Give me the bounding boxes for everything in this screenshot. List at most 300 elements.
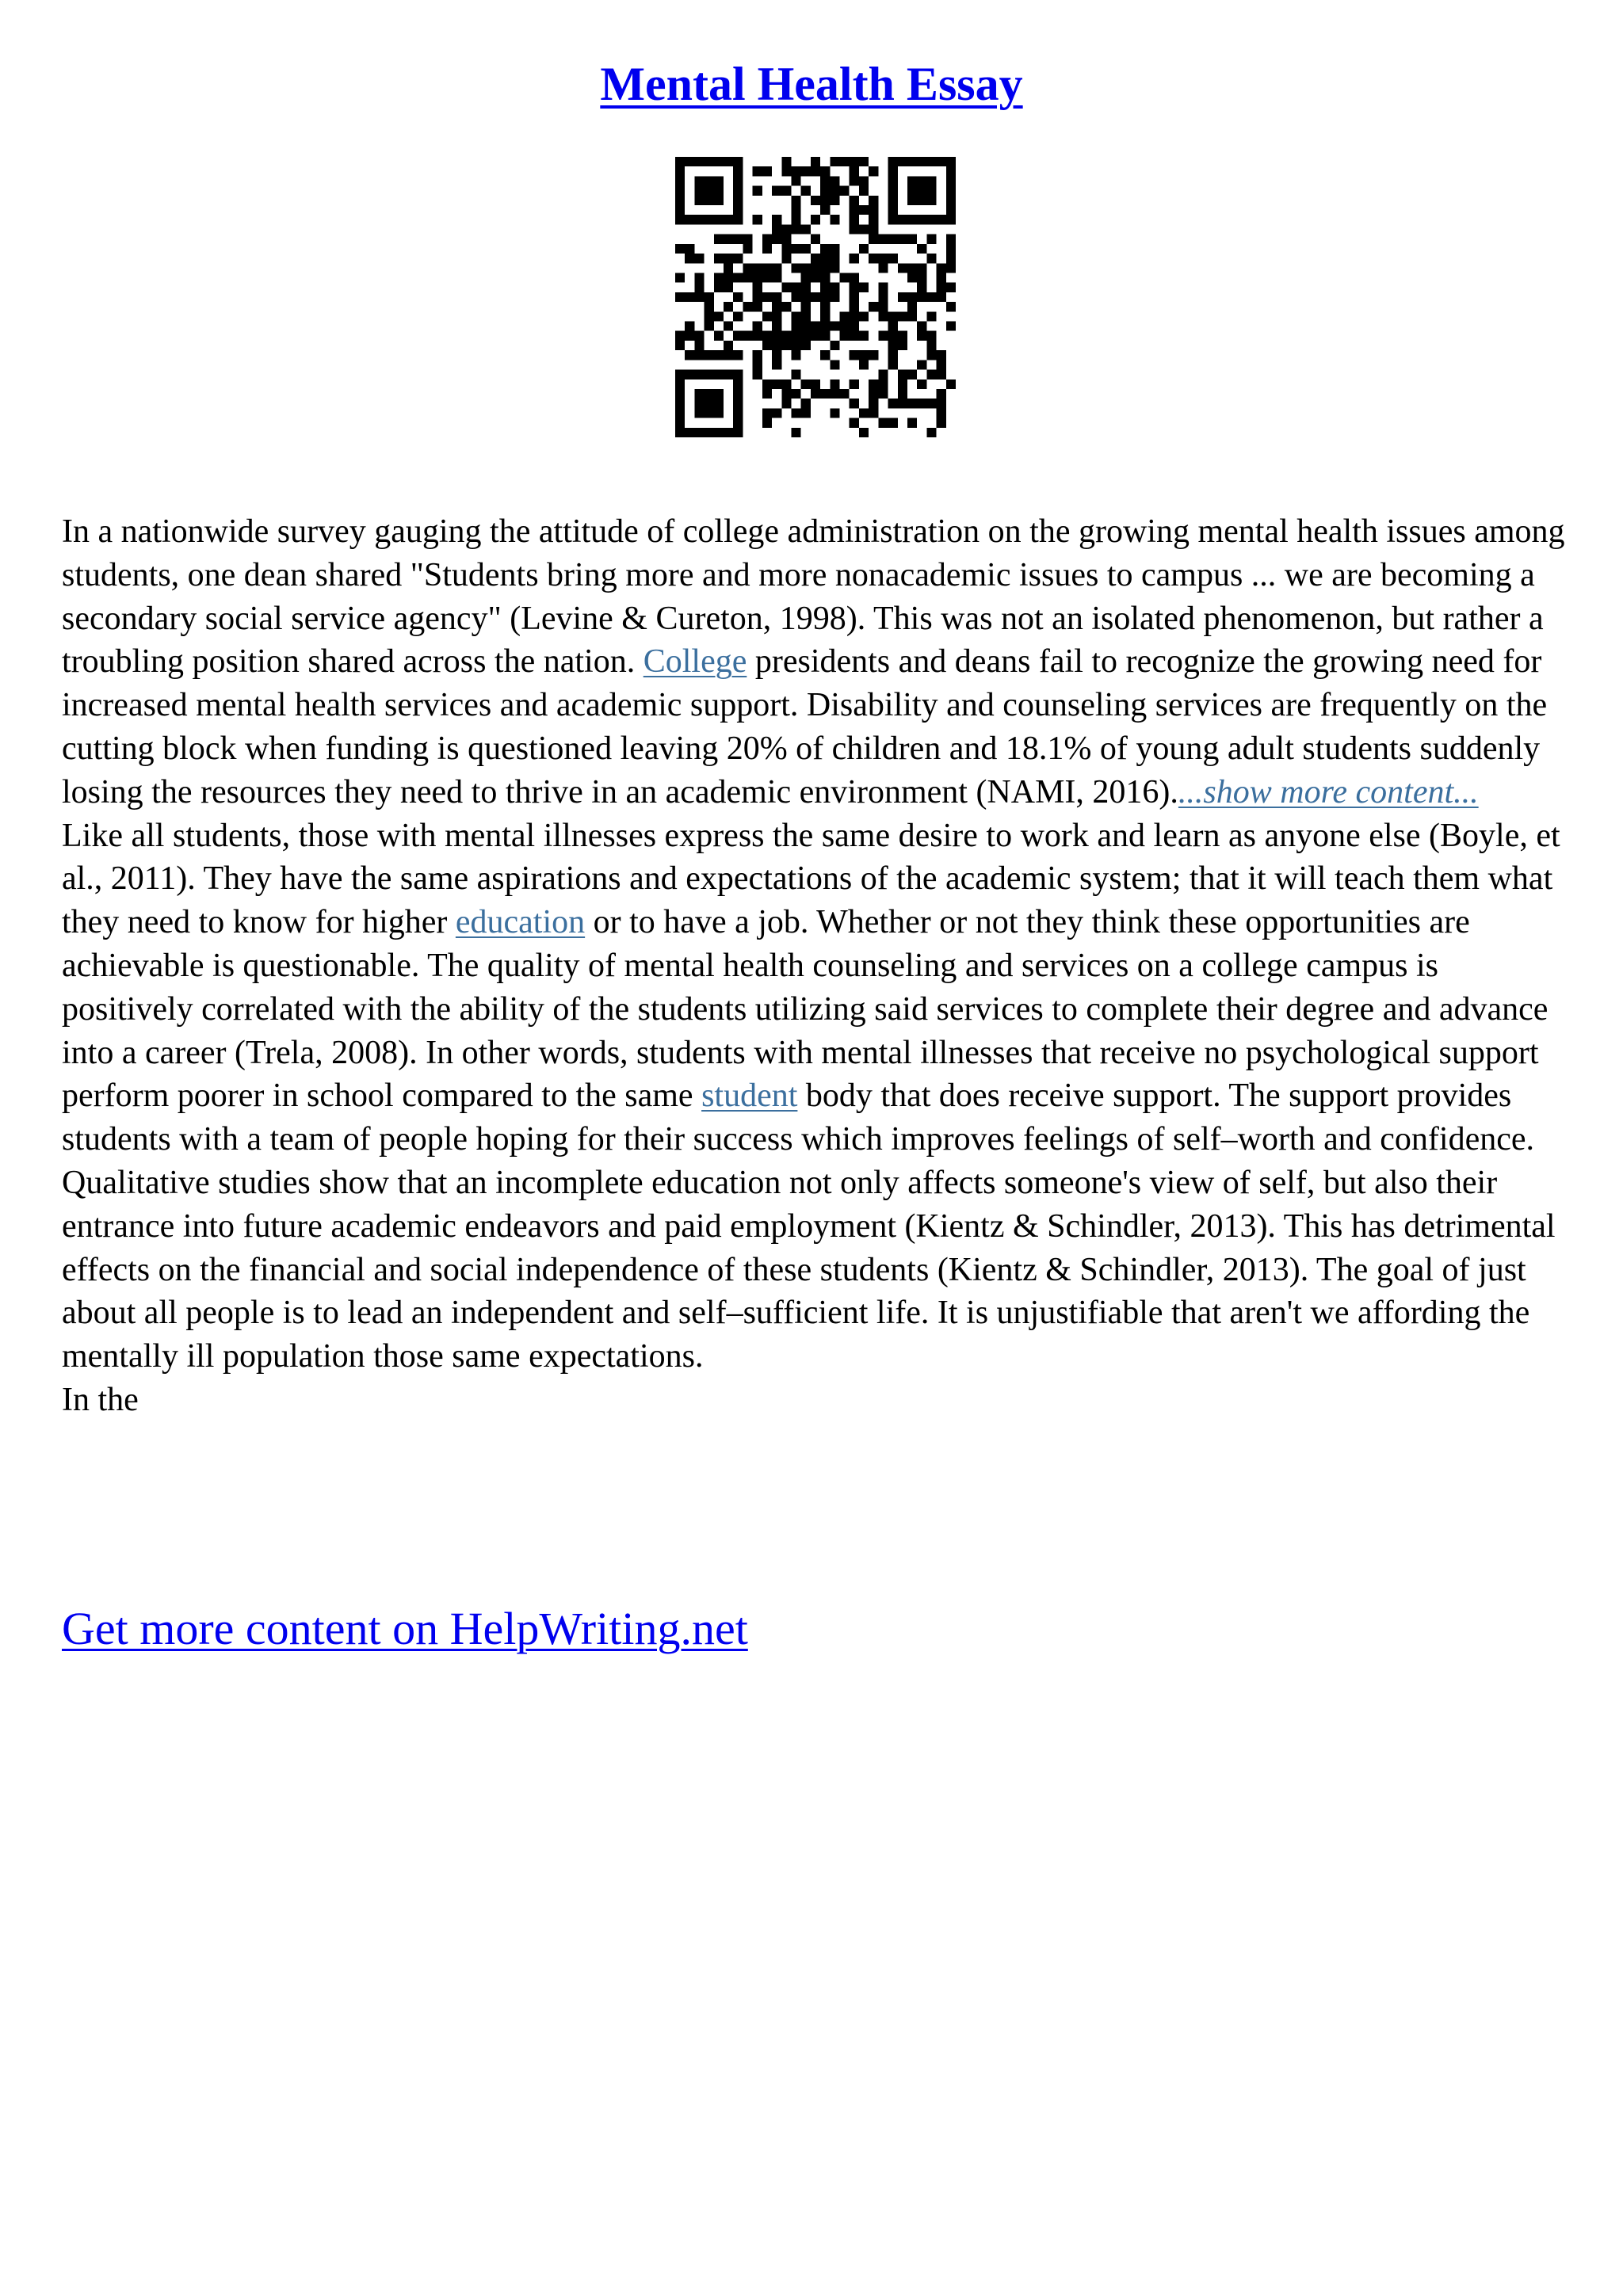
qr-module	[791, 370, 800, 379]
qr-module	[705, 196, 714, 205]
qr-module	[705, 311, 714, 321]
qr-module	[811, 215, 820, 224]
qr-module	[820, 254, 830, 263]
qr-module	[791, 389, 800, 399]
qr-module	[937, 263, 946, 273]
qr-module	[772, 273, 781, 282]
qr-module	[869, 389, 878, 399]
qr-module	[830, 186, 839, 196]
qr-module	[898, 263, 907, 273]
qr-module	[694, 408, 704, 418]
qr-module	[714, 370, 724, 379]
qr-module	[753, 263, 762, 273]
qr-module	[907, 418, 917, 428]
qr-module	[946, 235, 956, 244]
qr-module	[705, 408, 714, 418]
qr-module	[694, 176, 704, 185]
qr-module	[801, 322, 811, 331]
qr-module	[753, 350, 762, 360]
qr-module	[781, 166, 791, 176]
qr-module	[859, 408, 869, 418]
qr-module	[801, 283, 811, 292]
qr-module	[926, 292, 936, 302]
qr-module	[878, 263, 888, 273]
qr-module	[694, 350, 704, 360]
qr-module	[917, 331, 926, 341]
qr-module	[926, 176, 936, 185]
qr-module	[675, 166, 685, 176]
qr-module	[811, 196, 820, 205]
qr-module	[898, 331, 907, 341]
qr-module	[888, 341, 898, 350]
qr-module	[675, 370, 685, 379]
qr-module	[946, 176, 956, 185]
qr-module	[859, 350, 869, 360]
qr-module	[753, 215, 762, 224]
qr-module	[705, 399, 714, 408]
qr-module	[772, 311, 781, 321]
qr-module	[859, 311, 869, 321]
qr-module	[946, 205, 956, 215]
qr-module	[850, 283, 859, 292]
show-more-link[interactable]: ...show more content...	[1178, 773, 1479, 810]
qr-module	[801, 263, 811, 273]
essay-body	[62, 510, 1568, 1422]
college-link[interactable]: College	[643, 643, 747, 681]
essay-text: In the	[62, 1381, 139, 1418]
qr-module	[801, 166, 811, 176]
qr-module	[820, 322, 830, 331]
qr-module	[946, 166, 956, 176]
qr-module	[733, 389, 743, 399]
qr-module	[820, 263, 830, 273]
qr-module	[869, 235, 878, 244]
qr-module	[840, 322, 850, 331]
qr-module	[907, 215, 917, 224]
qr-module	[675, 157, 685, 166]
qr-module	[888, 350, 898, 360]
qr-module	[772, 215, 781, 224]
qr-module	[869, 224, 878, 234]
qr-module	[878, 235, 888, 244]
qr-module	[859, 224, 869, 234]
qr-module	[869, 408, 878, 418]
qr-module	[878, 292, 888, 302]
qr-module	[898, 292, 907, 302]
qr-module	[781, 283, 791, 292]
qr-module	[811, 263, 820, 273]
essay-text: Like all students, those with mental illnesses express the same desire to work and learn as anyone else (Boyle, et al., 2011). They have the same aspirations and expectations of the academic system; that it will teach them what they need to know for higher	[62, 817, 1560, 941]
qr-module	[714, 399, 724, 408]
qr-module	[675, 389, 685, 399]
qr-module	[733, 186, 743, 196]
qr-module	[811, 331, 820, 341]
qr-module	[888, 166, 898, 176]
qr-module	[733, 418, 743, 428]
qr-module	[850, 273, 859, 282]
qr-module	[675, 341, 685, 350]
qr-module	[830, 176, 839, 185]
qr-module	[781, 399, 791, 408]
qr-module	[791, 322, 800, 331]
qr-module	[772, 379, 781, 389]
qr-module	[733, 235, 743, 244]
qr-module	[781, 224, 791, 234]
qr-module	[791, 428, 800, 437]
qr-module	[898, 399, 907, 408]
footer-container	[62, 1602, 748, 1655]
qr-module	[724, 341, 733, 350]
qr-module	[685, 350, 694, 360]
qr-module	[850, 205, 859, 215]
qr-module	[733, 196, 743, 205]
qr-module	[781, 157, 791, 166]
qr-module	[733, 370, 743, 379]
qr-module	[705, 302, 714, 311]
qr-module	[859, 283, 869, 292]
qr-module	[743, 235, 752, 244]
qr-module	[946, 186, 956, 196]
qr-module	[714, 254, 724, 263]
qr-module	[733, 428, 743, 437]
qr-module	[753, 283, 762, 292]
qr-module	[907, 235, 917, 244]
qr-module	[946, 283, 956, 292]
page-title-link[interactable]: Mental Health Essay	[600, 58, 1023, 110]
qr-module	[791, 215, 800, 224]
qr-module	[850, 215, 859, 224]
qr-module	[878, 302, 888, 311]
qr-module	[714, 273, 724, 282]
qr-module	[917, 215, 926, 224]
qr-module	[714, 186, 724, 196]
qr-module	[811, 254, 820, 263]
qr-module	[926, 311, 936, 321]
qr-module	[791, 311, 800, 321]
qr-module	[907, 292, 917, 302]
qr-module	[840, 311, 850, 321]
qr-module	[694, 283, 704, 292]
qr-module	[926, 399, 936, 408]
qr-module	[801, 399, 811, 408]
qr-module	[840, 157, 850, 166]
qr-module	[733, 399, 743, 408]
qr-module	[820, 292, 830, 302]
qr-module	[724, 322, 733, 331]
qr-module	[937, 408, 946, 418]
qr-module	[869, 166, 878, 176]
qr-module	[791, 224, 800, 234]
qr-module	[888, 196, 898, 205]
qr-module	[791, 263, 800, 273]
qr-module	[888, 215, 898, 224]
education-link[interactable]: education	[455, 904, 586, 941]
qr-module	[878, 283, 888, 292]
qr-module	[781, 389, 791, 399]
qr-module	[888, 322, 898, 331]
qr-module	[850, 311, 859, 321]
qr-module	[694, 389, 704, 399]
qr-module	[801, 302, 811, 311]
qr-module	[772, 350, 781, 360]
qr-module	[926, 350, 936, 360]
qr-module	[850, 196, 859, 205]
qr-module	[772, 331, 781, 341]
qr-module	[694, 370, 704, 379]
qr-module	[685, 322, 694, 331]
helpwriting-link[interactable]: Get more content on HelpWriting.net	[62, 1603, 748, 1654]
qr-module	[937, 292, 946, 302]
essay-text: presidents and deans fail to recognize the growing need for increased mental health services and academic support. Disability and counseling services are frequently on the cutting block when funding is questioned leaving 20% of children and 18.1% of young adult students suddenly losing the resources they need to thrive in an academic environment (NAMI, 2016).	[62, 643, 1548, 810]
qr-module	[733, 273, 743, 282]
qr-module	[888, 235, 898, 244]
qr-module	[753, 302, 762, 311]
qr-module	[733, 176, 743, 185]
qr-module	[946, 263, 956, 273]
qr-module	[733, 254, 743, 263]
qr-module	[694, 186, 704, 196]
qr-module	[907, 399, 917, 408]
qr-module	[705, 322, 714, 331]
qr-module	[675, 428, 685, 437]
qr-module	[907, 196, 917, 205]
qr-module	[937, 350, 946, 360]
qr-module	[830, 196, 839, 205]
qr-module	[705, 292, 714, 302]
qr-module	[926, 428, 936, 437]
qr-module	[753, 370, 762, 379]
qr-module	[869, 196, 878, 205]
qr-module	[820, 331, 830, 341]
qr-module	[830, 283, 839, 292]
qr-module	[850, 379, 859, 389]
qr-module	[898, 379, 907, 389]
qr-module	[926, 157, 936, 166]
qr-module	[801, 331, 811, 341]
qr-module	[801, 379, 811, 389]
qr-module	[714, 389, 724, 399]
qr-module	[733, 292, 743, 302]
qr-module	[743, 263, 752, 273]
qr-module	[694, 428, 704, 437]
qr-module	[937, 215, 946, 224]
qr-module	[937, 389, 946, 399]
qr-module	[714, 157, 724, 166]
qr-module	[675, 331, 685, 341]
qr-module	[926, 254, 936, 263]
qr-module	[733, 379, 743, 389]
qr-module	[917, 196, 926, 205]
qr-module	[781, 302, 791, 311]
qr-module	[801, 273, 811, 282]
qr-module	[850, 322, 859, 331]
qr-module	[714, 350, 724, 360]
qr-module	[753, 322, 762, 331]
qr-module	[675, 244, 685, 254]
qr-module	[937, 157, 946, 166]
qr-module	[926, 370, 936, 379]
qr-module	[781, 235, 791, 244]
qr-module	[946, 322, 956, 331]
student-link[interactable]: student	[701, 1077, 798, 1115]
qr-module	[694, 215, 704, 224]
qr-module	[801, 408, 811, 418]
qr-module	[675, 418, 685, 428]
qr-module	[705, 215, 714, 224]
qr-module	[926, 331, 936, 341]
qr-module	[869, 215, 878, 224]
qr-module	[888, 186, 898, 196]
qr-module	[791, 244, 800, 254]
qr-module	[772, 341, 781, 350]
qr-module	[926, 235, 936, 244]
qr-module	[878, 331, 888, 341]
qr-module	[753, 360, 762, 369]
qr-module	[801, 186, 811, 196]
qr-module	[781, 331, 791, 341]
qr-module	[811, 166, 820, 176]
qr-module	[898, 370, 907, 379]
qr-module	[850, 350, 859, 360]
qr-module	[820, 389, 830, 399]
qr-module	[859, 157, 869, 166]
qr-module	[685, 370, 694, 379]
qr-module	[733, 157, 743, 166]
qr-module	[685, 254, 694, 263]
qr-module	[733, 311, 743, 321]
qr-module	[675, 186, 685, 196]
qr-module	[762, 273, 772, 282]
qr-module	[850, 157, 859, 166]
qr-module	[898, 341, 907, 350]
qr-module	[762, 331, 772, 341]
qr-module	[685, 292, 694, 302]
qr-module	[937, 370, 946, 379]
qr-module	[811, 273, 820, 282]
qr-module	[850, 331, 859, 341]
qr-module	[888, 360, 898, 369]
qr-module	[724, 428, 733, 437]
qr-module	[724, 254, 733, 263]
qr-module	[781, 244, 791, 254]
qr-module	[907, 302, 917, 311]
qr-module	[791, 292, 800, 302]
qr-module	[869, 399, 878, 408]
qr-module	[781, 341, 791, 350]
qr-module	[946, 157, 956, 166]
qr-module	[791, 205, 800, 215]
qr-module	[830, 254, 839, 263]
qr-module	[762, 244, 772, 254]
qr-module	[714, 408, 724, 418]
qr-module	[888, 418, 898, 428]
qr-module	[917, 263, 926, 273]
qr-module	[733, 166, 743, 176]
qr-module	[898, 389, 907, 399]
qr-module	[907, 311, 917, 321]
qr-module	[743, 331, 752, 341]
qr-module	[898, 311, 907, 321]
qr-module	[820, 350, 830, 360]
qr-module	[946, 302, 956, 311]
qr-module	[791, 176, 800, 185]
qr-module	[850, 224, 859, 234]
qr-module	[850, 399, 859, 408]
qr-module	[714, 283, 724, 292]
qr-module	[724, 370, 733, 379]
qr-module	[762, 379, 772, 389]
qr-module	[811, 235, 820, 244]
qr-module	[888, 205, 898, 215]
qr-module	[694, 331, 704, 341]
qr-module	[820, 205, 830, 215]
qr-module	[772, 235, 781, 244]
qr-module	[714, 235, 724, 244]
qr-module	[743, 244, 752, 254]
qr-module	[859, 360, 869, 369]
qr-module	[820, 311, 830, 321]
qr-module	[830, 389, 839, 399]
qr-module	[743, 302, 752, 311]
qr-module	[675, 176, 685, 185]
qr-module	[801, 341, 811, 350]
qr-module	[878, 254, 888, 263]
qr-module	[888, 399, 898, 408]
qr-module	[772, 302, 781, 311]
qr-module	[820, 283, 830, 292]
qr-module	[685, 331, 694, 341]
qr-module	[801, 224, 811, 234]
qr-module	[830, 215, 839, 224]
essay-text: In a nationwide survey gauging the attitude of college administration on the growing mental health issues among students, one dean shared "Students bring more and more nonacademic issues to campus ... we are becoming a secondary social service agency" (Levine & Cureton, 1998). This was not an isolated phenomenon, but rather a troubling position shared across the nation.	[62, 513, 1565, 681]
qr-module	[724, 350, 733, 360]
qr-module	[917, 283, 926, 292]
qr-module	[878, 379, 888, 389]
qr-module	[733, 350, 743, 360]
qr-module	[850, 302, 859, 311]
qr-module	[946, 379, 956, 389]
qr-module	[917, 379, 926, 389]
qr-module	[820, 273, 830, 282]
qr-module	[811, 292, 820, 302]
qr-module	[801, 311, 811, 321]
qr-module	[926, 186, 936, 196]
qr-module	[820, 186, 830, 196]
qr-module	[705, 370, 714, 379]
qr-module	[675, 196, 685, 205]
qr-module	[907, 157, 917, 166]
qr-module	[830, 379, 839, 389]
qr-module	[753, 292, 762, 302]
qr-module	[753, 186, 762, 196]
qr-module	[859, 205, 869, 215]
qr-module	[830, 360, 839, 369]
qr-module	[685, 428, 694, 437]
qr-module	[878, 389, 888, 399]
qr-module	[762, 263, 772, 273]
qr-module	[907, 176, 917, 185]
qr-module	[694, 341, 704, 350]
qr-module	[705, 176, 714, 185]
qr-module	[907, 273, 917, 282]
qr-module	[937, 399, 946, 408]
qr-module	[714, 176, 724, 185]
qr-module	[791, 331, 800, 341]
qr-module	[791, 408, 800, 418]
essay-paragraph-2	[62, 814, 1568, 1379]
qr-module	[801, 244, 811, 254]
qr-module	[907, 263, 917, 273]
